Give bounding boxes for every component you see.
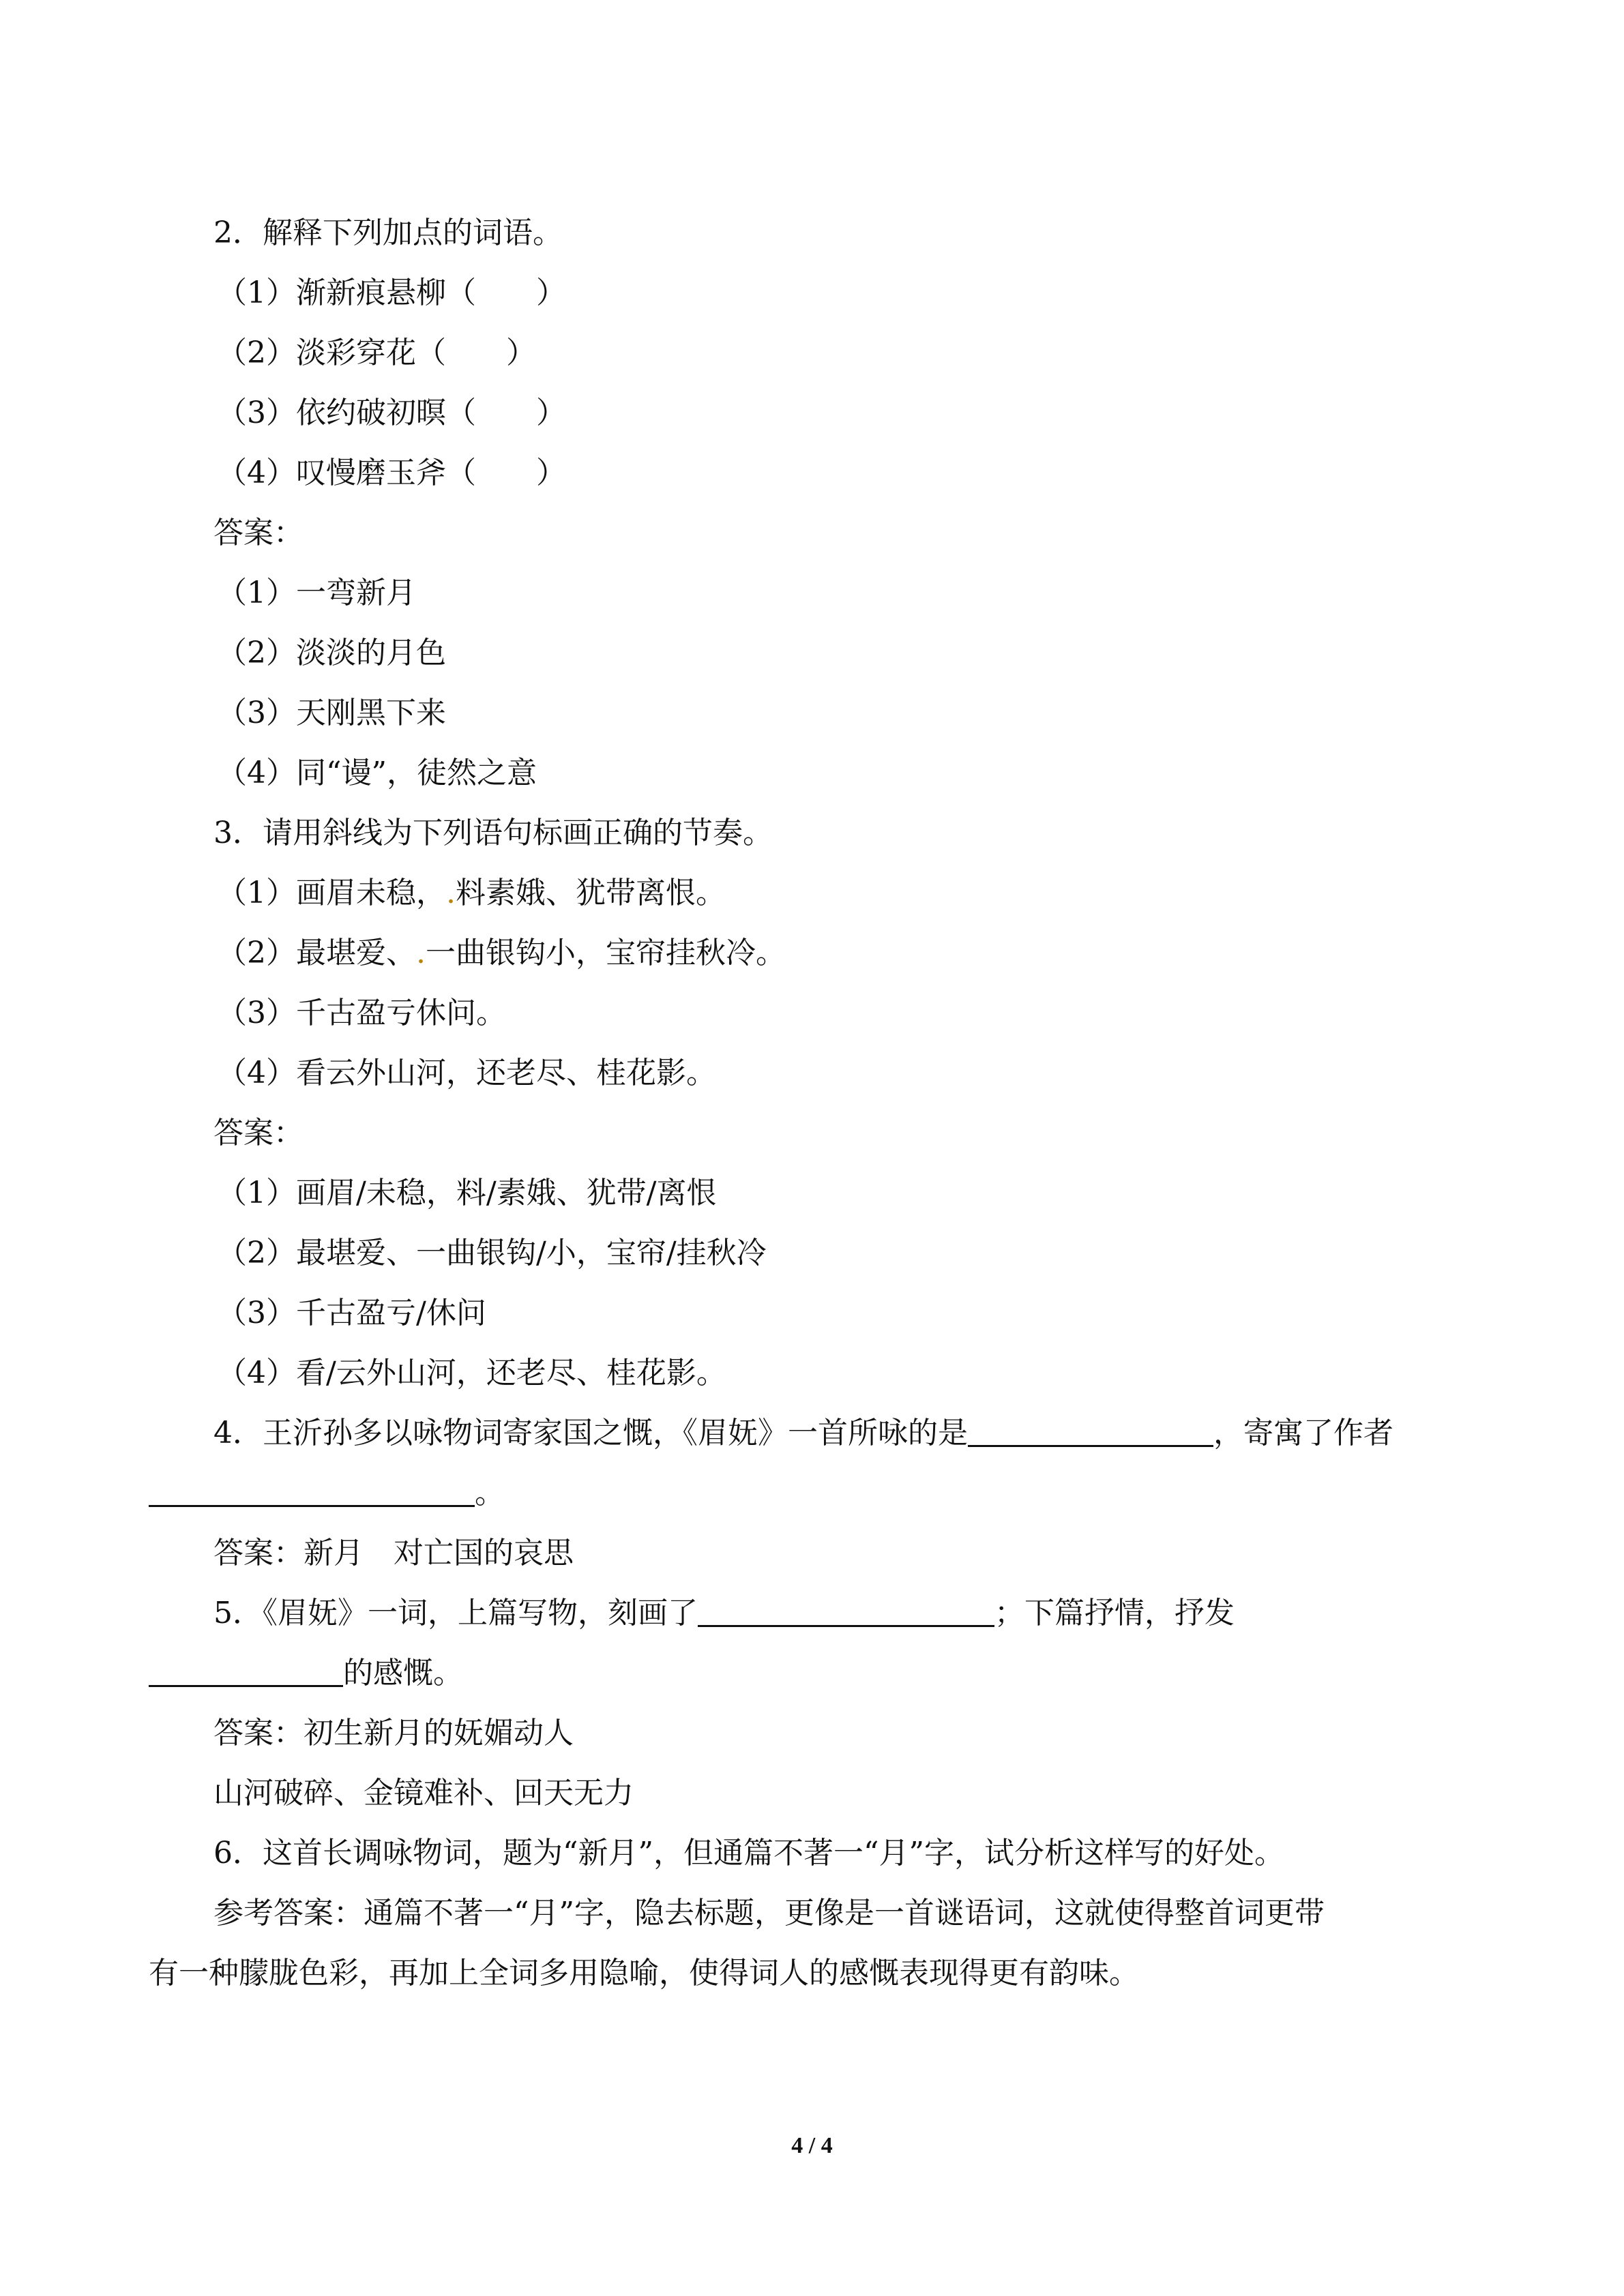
decor-dot: . xyxy=(416,936,426,970)
q3-answer-3: （3）千古盈亏/休问 xyxy=(217,1296,486,1330)
q2-answer-4: （4）同“谩”，徒然之意 xyxy=(217,756,537,790)
q4-question xyxy=(213,1413,1393,1454)
q3-title: 3．请用斜线为下列语句标画正确的节奏。 xyxy=(213,816,773,850)
q5-text-a: 5．《眉妩》一词，上篇写物，刻画了 xyxy=(213,1596,698,1630)
q4-text-b: ，寄寓了作者 xyxy=(1213,1416,1393,1450)
q6-answer-line-2: 有一种朦胧色彩，再加上全词多用隐喻，使得词人的感慨表现得更有韵味。 xyxy=(149,1956,1139,1991)
q3-answer-2: （2）最堪爱、一曲银钩/小，宝帘/挂秋冷 xyxy=(217,1236,767,1270)
q2-answer-label: 答案： xyxy=(213,516,304,550)
q2-item-1: （1）渐新痕悬柳（ ） xyxy=(217,275,566,310)
q3-answer-4: （4）看/云外山河，还老尽、桂花影。 xyxy=(217,1356,726,1390)
q3-item-2-a: （2）最堪爱、 xyxy=(217,936,416,970)
q5-blank-1[interactable] xyxy=(698,1595,994,1627)
q4-text-c: 。 xyxy=(475,1476,505,1510)
q3-item-2-b: 一曲银钩小，宝帘挂秋冷。 xyxy=(426,936,786,970)
q3-item-1 xyxy=(217,873,726,914)
page-number: 4 / 4 xyxy=(791,2133,833,2158)
q3-item-1-a: （1）画眉未稳， xyxy=(217,876,446,910)
q3-answer-label: 答案： xyxy=(213,1116,304,1150)
q4-question-cont xyxy=(149,1473,505,1514)
q4-text-a: 4．王沂孙多以咏物词寄家国之慨，《眉妩》一首所咏的是 xyxy=(213,1416,968,1450)
q4-answer: 答案：新月 对亡国的哀思 xyxy=(213,1536,574,1570)
q2-item-2: （2）淡彩穿花（ ） xyxy=(217,336,536,370)
q2-answer-3: （3）天刚黑下来 xyxy=(217,696,446,730)
q2-answer-2: （2）淡淡的月色 xyxy=(217,636,446,670)
q2-item-3: （3）依约破初暝（ ） xyxy=(217,396,566,430)
q5-text-c: 的感慨。 xyxy=(343,1656,463,1690)
q2-title: 2．解释下列加点的词语。 xyxy=(213,215,563,250)
q4-blank-1[interactable] xyxy=(968,1415,1213,1447)
q5-text-b: ；下篇抒情，抒发 xyxy=(994,1596,1235,1630)
q5-question xyxy=(213,1593,1235,1634)
q3-item-1-b: 料素娥、犹带离恨。 xyxy=(456,876,726,910)
q3-item-3: （3）千古盈亏休问。 xyxy=(217,996,506,1030)
decor-dot: . xyxy=(446,876,456,910)
q6-question: 6．这首长调咏物词，题为“新月”，但通篇不著一“月”字，试分析这样写的好处。 xyxy=(213,1836,1284,1870)
q3-item-4: （4）看云外山河，还老尽、桂花影。 xyxy=(217,1056,716,1090)
q5-answer-1: 答案：初生新月的妩媚动人 xyxy=(213,1716,574,1750)
q2-item-4: （4）叹慢磨玉斧（ ） xyxy=(217,456,566,490)
q5-blank-2[interactable] xyxy=(149,1655,343,1687)
q5-answer-2: 山河破碎、金镜难补、回天无力 xyxy=(213,1776,634,1810)
q5-question-cont xyxy=(149,1653,463,1694)
q2-answer-1: （1）一弯新月 xyxy=(217,576,416,610)
q6-answer-line-1: 参考答案：通篇不著一“月”字，隐去标题，更像是一首谜语词，这就使得整首词更带 xyxy=(213,1896,1325,1930)
q3-answer-1: （1）画眉/未稳，料/素娥、犹带/离恨 xyxy=(217,1176,717,1210)
q3-item-2 xyxy=(217,933,786,974)
q4-blank-2[interactable] xyxy=(149,1475,475,1507)
